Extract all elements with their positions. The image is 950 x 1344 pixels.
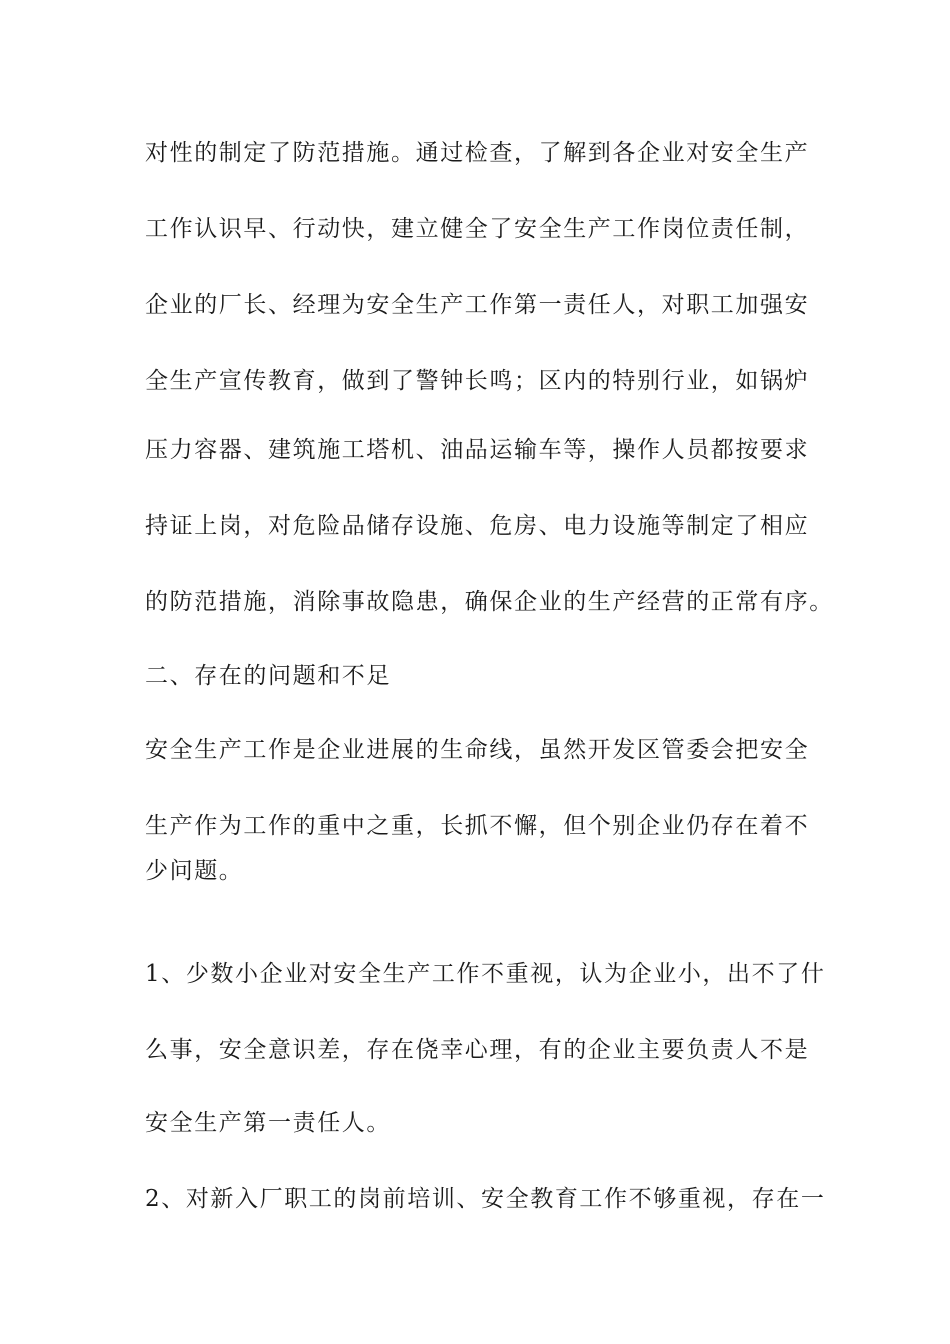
paragraph-line: 安全生产工作是企业进展的生命线，虽然开发区管委会把安全	[145, 737, 810, 763]
paragraph-line: 生产作为工作的重中之重，长抓不懈，但个别企业仍存在着不	[145, 813, 810, 839]
paragraph-line: 全生产宣传教育，做到了警钟长鸣；区内的特别行业，如锅炉	[145, 368, 810, 394]
paragraph-line: 压力容器、建筑施工塔机、油品运输车等，操作人员都按要求	[145, 437, 810, 463]
paragraph-line: 工作认识早、行动快，建立健全了安全生产工作岗位责任制，	[145, 216, 810, 242]
list-item-line: 么事，安全意识差，存在侥幸心理，有的企业主要负责人不是	[145, 1037, 810, 1063]
list-item-line: 1、少数小企业对安全生产工作不重视，认为企业小，出不了什	[145, 961, 826, 987]
paragraph-line: 企业的厂长、经理为安全生产工作第一责任人，对职工加强安	[145, 292, 810, 318]
paragraph-line: 少问题。	[145, 858, 244, 884]
list-item-line: 安全生产第一责任人。	[145, 1110, 391, 1136]
paragraph-line: 的防范措施，消除事故隐患，确保企业的生产经营的正常有序。	[145, 589, 834, 615]
list-item-line: 2、对新入厂职工的岗前培训、安全教育工作不够重视，存在一	[145, 1186, 826, 1212]
section-heading: 二、存在的问题和不足	[145, 663, 391, 689]
paragraph-line: 对性的制定了防范措施。通过检查，了解到各企业对安全生产	[145, 140, 810, 166]
paragraph-line: 持证上岗，对危险品储存设施、危房、电力设施等制定了相应	[145, 513, 810, 539]
